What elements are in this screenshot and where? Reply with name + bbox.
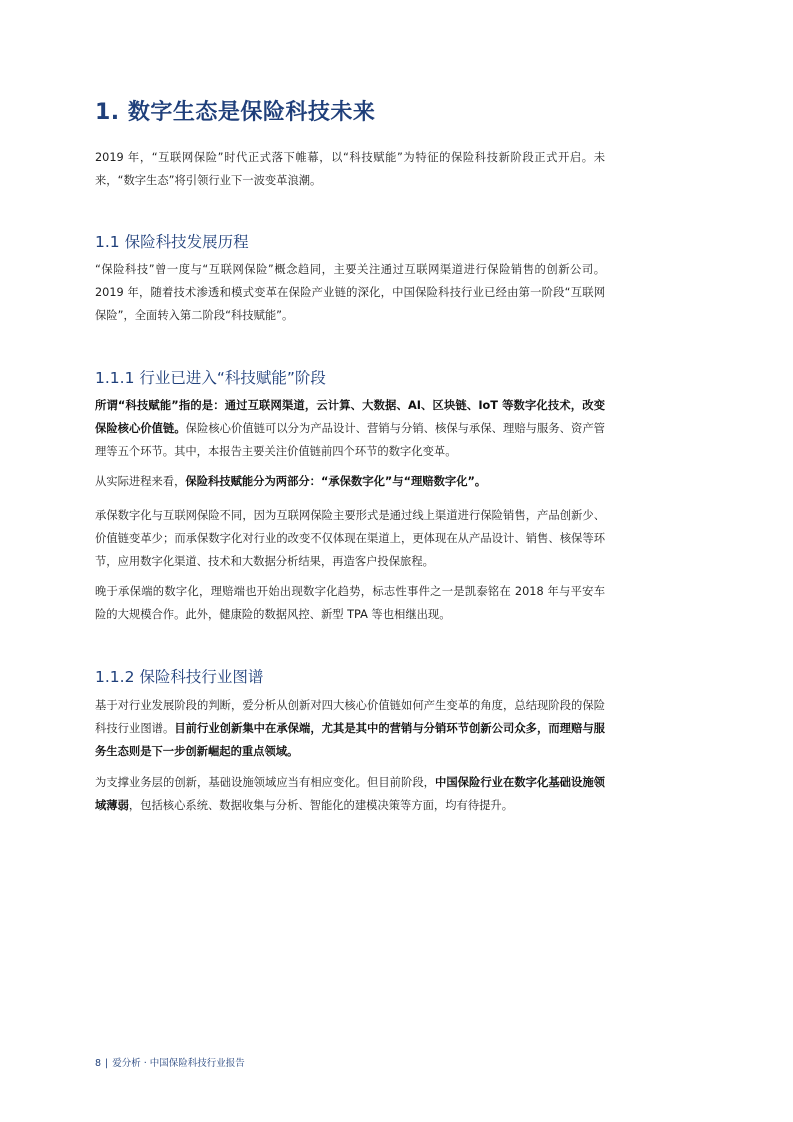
- section-1-1-paragraph: “保险科技”曾一度与“互联网保险”概念趋同，主要关注通过互联网渠道进行保险销售的创新公司。2019 年，随着技术渗透和模式变革在保险产业链的深化，中国保险科技行业已经由第一阶段“互联网保险”，全面转入第二阶段“科技赋能”。: [95, 263, 605, 322]
- emphasis-text: 保险科技赋能分为两部分：“承保数字化”与“理赔数字化”。: [185, 475, 487, 488]
- section-1-1-1-paragraph-2: [95, 470, 605, 493]
- page-title: 1. 数字生态是保险科技未来: [95, 100, 376, 125]
- body-text: 为支撑业务层的创新，基础设施领域应当有相应变化。但目前阶段，: [95, 776, 436, 789]
- report-source: 爱分析 · 中国保险科技行业报告: [112, 1058, 245, 1069]
- footer-separator: |: [105, 1058, 109, 1069]
- section-heading-1-1-1: 1.1.1 行业已进入“科技赋能”阶段: [95, 369, 326, 387]
- section-1-1-2-paragraph-2: [95, 771, 605, 817]
- section-1-1-2-paragraph-1: [95, 694, 605, 763]
- section-1-1-1-paragraph-3: 承保数字化与互联网保险不同，因为互联网保险主要形式是通过线上渠道进行保险销售，产品创新少、价值链变革少；而承保数字化对行业的改变不仅体现在渠道上，更体现在从产品设计、销售、核保等环节，应用数字化渠道、技术和大数据分析结果，再造客户投保旅程。: [95, 509, 605, 568]
- emphasis-text: 所谓“科技赋能”指的是：通过互联网渠道，云计算、大数据、AI、区块链、IoT 等数字化技术，改变保险核心价值链。: [95, 399, 605, 435]
- emphasis-text: 中国保险行业在数字化基础设施领域薄弱: [95, 776, 605, 812]
- page-footer: [95, 1055, 245, 1069]
- body-text: 保险核心价值链可以分为产品设计、营销与分销、核保与承保、理赔与服务、资产管理等五个环节。其中，本报告主要关注价值链前四个环节的数字化变革。: [95, 422, 605, 458]
- section-heading-1-1: 1.1 保险科技发展历程: [95, 233, 249, 251]
- emphasis-text: 目前行业创新集中在承保端，尤其是其中的营销与分销环节创新公司众多，而理赔与服务生态则是下一步创新崛起的重点领域。: [95, 722, 605, 758]
- page-number: 8: [95, 1058, 102, 1069]
- section-heading-1-1-2: 1.1.2 保险科技行业图谱: [95, 668, 264, 686]
- section-1-1-1-paragraph-4: 晚于承保端的数字化，理赔端也开始出现数字化趋势，标志性事件之一是凯泰铭在 2018 年与平安车险的大规模合作。此外，健康险的数据风控、新型 TPA 等也相继出现。: [95, 585, 605, 621]
- intro-paragraph: 2019 年，“互联网保险”时代正式落下帷幕，以“科技赋能”为特征的保险科技新阶段正式开启。未来，“数字生态”将引领行业下一波变革浪潮。: [95, 151, 605, 187]
- section-1-1-1-paragraph-1: [95, 394, 605, 463]
- body-text: 基于对行业发展阶段的判断，爱分析从创新对四大核心价值链如何产生变革的角度，总结现阶段的保险科技行业图谱。: [95, 699, 605, 735]
- body-text: 从实际进程来看，: [95, 475, 186, 488]
- body-text: ，包括核心系统、数据收集与分析、智能化的建模决策等方面，均有待提升。: [128, 799, 514, 812]
